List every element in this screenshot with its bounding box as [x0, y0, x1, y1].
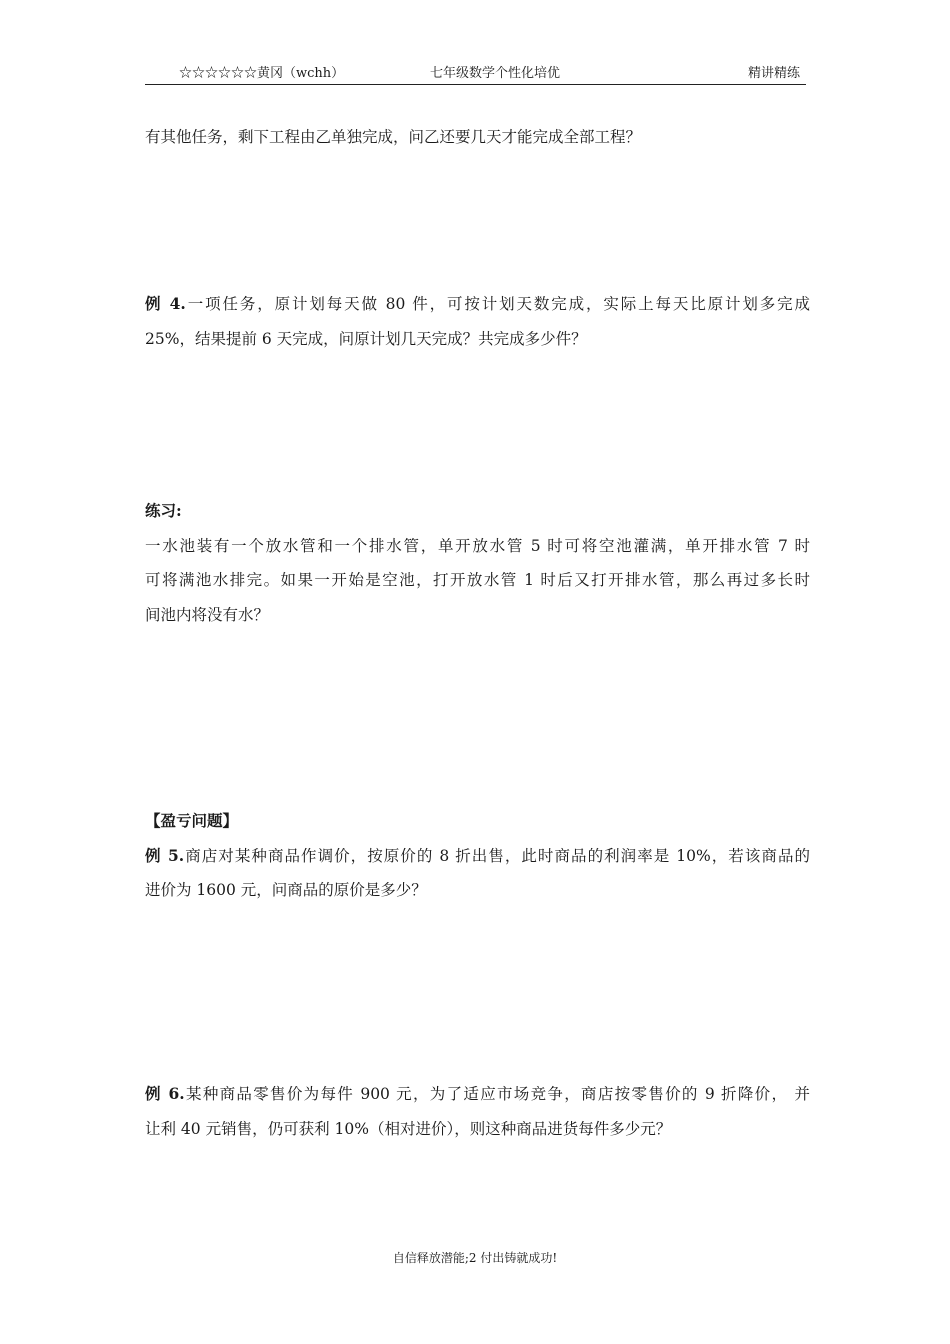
continuation-text: [145, 120, 810, 155]
example-6-line-2: 让利 40 元销售，仍可获利 10%（相对进价），则这种商品进货每件多少元？: [145, 1119, 672, 1138]
example-6-label: 例 6.: [145, 1084, 185, 1103]
practice-line-2: 可将满池水排完。如果一开始是空池，打开放水管 1 时后又打开排水管，那么再过多长时: [145, 571, 810, 589]
practice: [145, 494, 810, 632]
practice-line-3: 间池内将没有水？: [145, 605, 270, 624]
continuation-line-1: 有其他任务，剩下工程由乙单独完成，问乙还要几天才能完成全部工程？: [145, 128, 642, 146]
page-header: [145, 64, 806, 85]
header-author: ☆☆☆☆☆☆黄冈（wchh）: [179, 66, 345, 81]
practice-label: 练习:: [145, 501, 182, 520]
example-4-label: 例 4.: [145, 294, 186, 313]
section-title: 【盈亏问题】: [145, 811, 239, 830]
practice-line-1: 一水池装有一个放水管和一个排水管，单开放水管 5 时可将空池灌满，单开排水管 7 时: [145, 536, 810, 555]
example-4-line-2: 25%，结果提前 6 天完成，问原计划几天完成？共完成多少件？: [145, 329, 587, 348]
example-5-label: 例 5.: [145, 845, 185, 865]
example-5-line-1: [145, 839, 810, 874]
header-tagline: 精讲精练: [747, 66, 800, 81]
example-6-line-1: [145, 1077, 810, 1112]
page-footer: 自信释放潜能;2 付出铸就成功!: [392, 1251, 558, 1265]
example-6: [145, 1077, 810, 1146]
example-4: [145, 287, 810, 356]
example-5-text-1: 商店对某种商品作调价，按原价的 8 折出售，此时商品的利润率是 10%，若该商品的: [184, 846, 810, 865]
example-4-line-1: [145, 287, 810, 322]
example-5-line-2: 进价为 1600 元，问商品的原价是多少？: [145, 881, 427, 899]
header-course-title: 七年级数学个性化培优: [430, 66, 561, 81]
profit-loss-section: [145, 804, 810, 908]
example-4-text-1: 一项任务，原计划每天做 80 件，可按计划天数完成，实际上每天比原计划多完成: [185, 295, 810, 313]
example-6-text-1: 某种商品零售价为每件 900 元，为了适应市场竞争，商店按零售价的 9 折降价， 并: [184, 1085, 810, 1103]
